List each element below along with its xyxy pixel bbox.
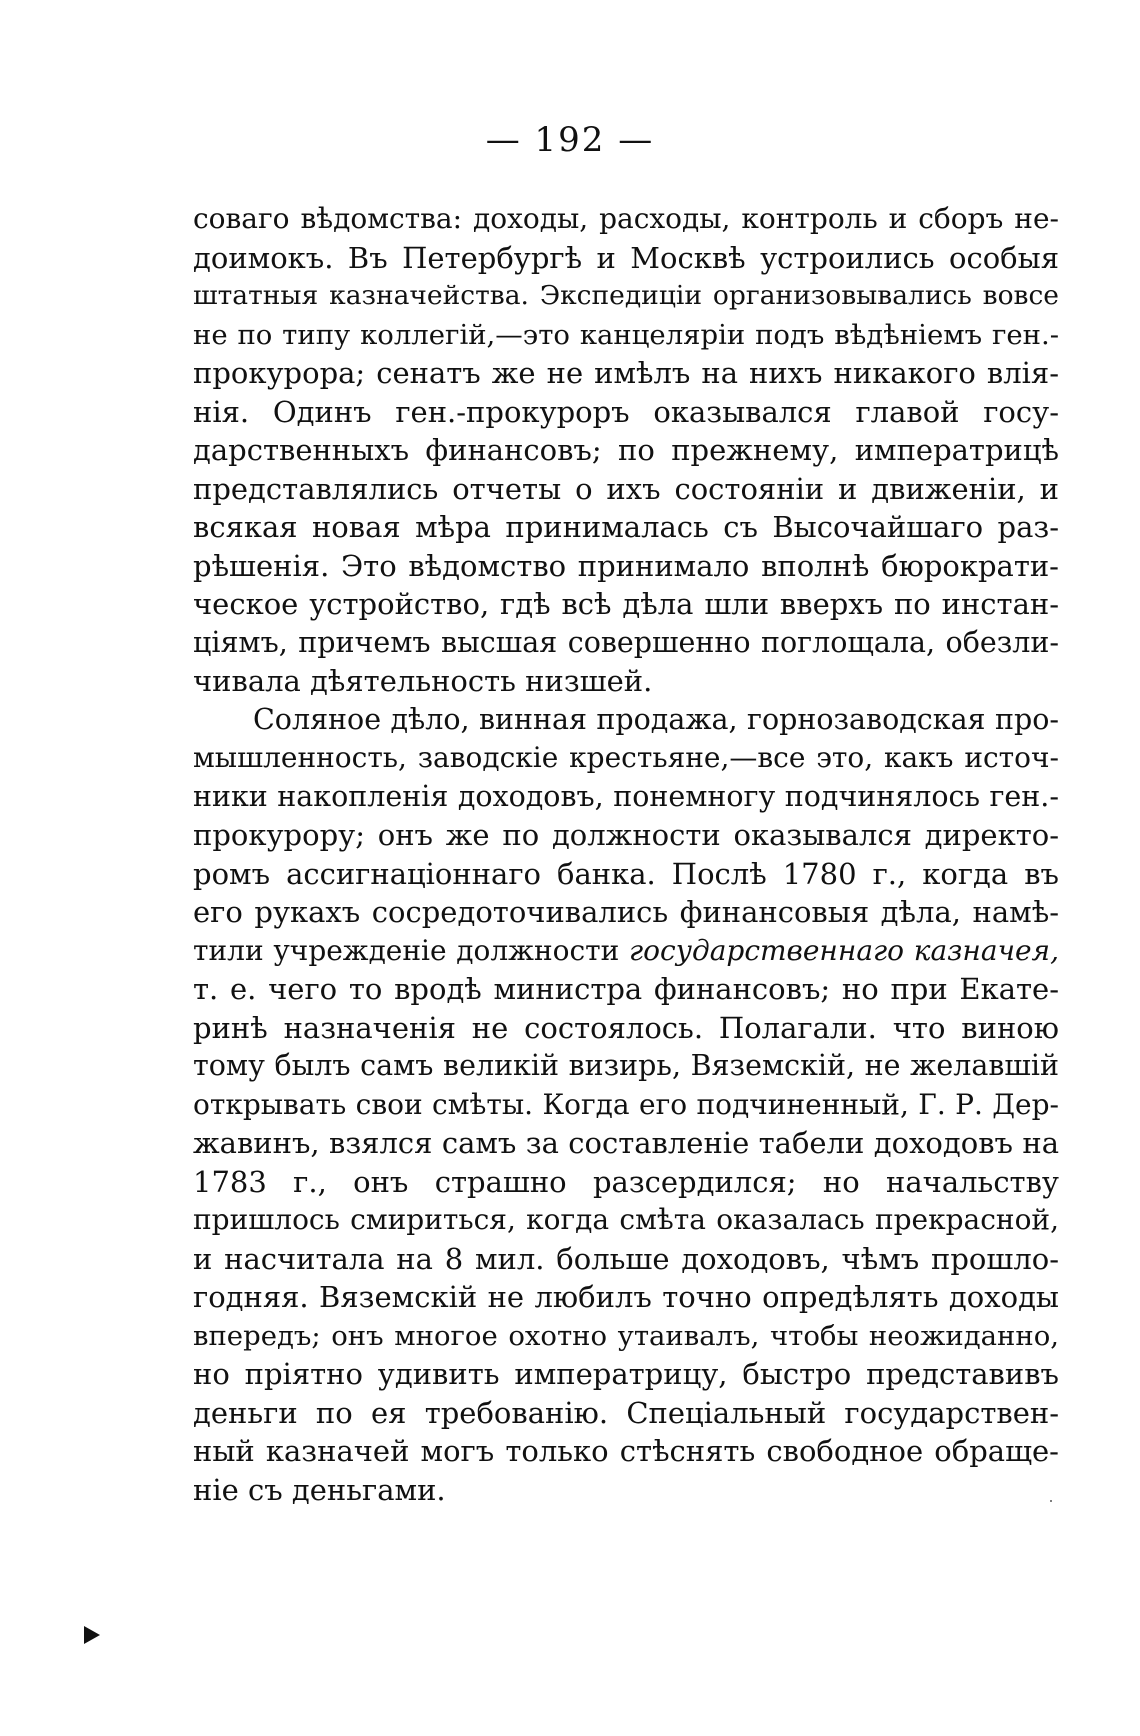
- text-line: рѣшенія. Это вѣдомство принимало вполнѣ бюрократи-: [193, 548, 1059, 583]
- text-line: дарственныхъ финансовъ; по прежнему, императрицѣ: [193, 433, 1059, 467]
- text-line: ніе съ деньгами.: [193, 1472, 446, 1507]
- text-line: штатныя казначейства. Экспедиціи организовывались вовсе: [193, 280, 1059, 311]
- text-line: его рукахъ сосредоточивались финансовыя дѣла, намѣ-: [193, 895, 1059, 929]
- italic-phrase: государственнаго казначея,: [629, 933, 1059, 967]
- text-line: и насчитала на 8 мил. больше доходовъ, чѣмъ прошло-: [193, 1241, 1059, 1276]
- text-line: ники накопленія доходовъ, понемногу подчинялось ген.-: [193, 779, 1059, 813]
- text-line: ный казначей могъ только стѣснять свободное обраще-: [193, 1434, 1059, 1468]
- text-line: ческое устройство, гдѣ всѣ дѣла шли вверхъ по инстан-: [193, 587, 1059, 621]
- text-line: мышленность, заводскіе крестьяне,—все это, какъ источ-: [193, 741, 1059, 774]
- text-line: всякая новая мѣра принималась съ Высочайшаго раз-: [193, 510, 1059, 544]
- text-line: представлялись отчеты о ихъ состояніи и движеніи, и: [193, 471, 1059, 506]
- page-number: — 192 —: [485, 120, 655, 160]
- text-line: соваго вѣдомства: доходы, расходы, контроль и сборъ не-: [193, 202, 1059, 235]
- text-line: ринѣ назначенія не состоялось. Полагали. что виною: [193, 1010, 1059, 1045]
- corner-arrow-icon: [84, 1626, 100, 1644]
- text-line: жавинъ, взялся самъ за составленіе табели доходовъ на: [193, 1126, 1059, 1160]
- text-line-with-italic: [193, 932, 1059, 971]
- text-line: деньги по ея требованію. Спеціальный государствен-: [193, 1395, 1059, 1430]
- text-line: нія. Одинъ ген.-прокуроръ оказывался главой госу-: [193, 394, 1059, 429]
- scan-speck: [1050, 1500, 1052, 1502]
- text-line: ціямъ, причемъ высшая совершенно поглощала, обезли-: [193, 625, 1059, 659]
- text-line: доимокъ. Въ Петербургѣ и Москвѣ устроились особыя: [193, 240, 1059, 275]
- text-line: не по типу коллегій,—это канцеляріи подъ вѣдѣніемъ ген.-: [193, 318, 1059, 351]
- text-line: годняя. Вяземскій не любилъ точно опредѣлять доходы: [193, 1280, 1059, 1314]
- text-line: тому былъ самъ великій визирь, Вяземскій, не желавшій: [193, 1049, 1059, 1082]
- text-line: прокурору; онъ же по должности оказывался директо-: [193, 818, 1059, 852]
- text-line: чивала дѣятельность низшей.: [193, 664, 653, 698]
- paragraph-start-line: Соляное дѣло, винная продажа, горнозаводская про-: [253, 702, 1059, 736]
- text-line: т. е. чего то вродѣ министра финансовъ; но при Екате-: [193, 972, 1059, 1006]
- text-line: открывать свои смѣты. Когда его подчиненный, Г. Р. Дер-: [193, 1087, 1059, 1121]
- text-line: но пріятно удивить императрицу, быстро представивъ: [193, 1357, 1059, 1391]
- text-line: прокурора; сенатъ же не имѣлъ на нихъ никакого влія-: [193, 356, 1059, 390]
- text-line: впередъ; онъ многое охотно утаивалъ, чтобы неожиданно,: [193, 1319, 1059, 1352]
- text-segment: тили учрежденіе должности: [193, 933, 620, 967]
- text-line: 1783 г., онъ страшно разсердился; но начальству: [193, 1164, 1059, 1199]
- text-line: пришлось смириться, когда смѣта оказалась прекрасной,: [193, 1203, 1059, 1236]
- body-text: [193, 200, 1059, 1509]
- text-line: ромъ ассигнаціоннаго банка. Послѣ 1780 г., когда въ: [193, 856, 1059, 891]
